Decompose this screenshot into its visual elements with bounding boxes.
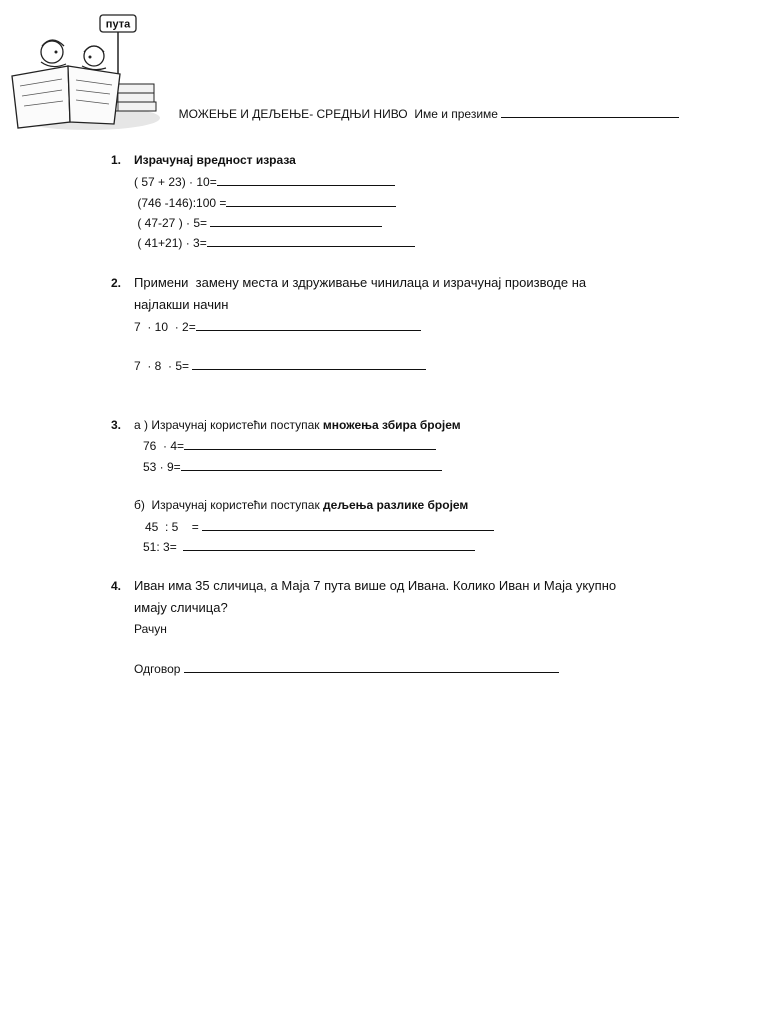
reading-kids-illustration <box>8 10 164 134</box>
q2-item-1: 7 · 10 · 2= <box>134 319 421 334</box>
q2-answer-line-1[interactable] <box>196 319 421 331</box>
q4-answer: Одговор <box>134 661 559 676</box>
q1-item-3: ( 47-27 ) · 5= <box>134 215 382 230</box>
q4-calc-label: Рачун <box>134 622 167 636</box>
q1-answer-line-4[interactable] <box>207 235 415 247</box>
q3b-item-1: 45 : 5 = <box>145 519 494 534</box>
q2-number: 2. <box>111 276 122 290</box>
q3-number: 3. <box>111 418 122 432</box>
q3b-answer-line-2[interactable] <box>183 539 475 551</box>
name-answer-line[interactable] <box>501 106 679 118</box>
worksheet-title-text: МОЖЕЊЕ И ДЕЉЕЊЕ- СРЕДЊИ НИВО <box>178 107 408 121</box>
q2-answer-line-2[interactable] <box>192 358 426 370</box>
q2-item-2: 7 · 8 · 5= <box>134 358 426 373</box>
sign-label: пута <box>105 18 131 31</box>
q1-answer-line-1[interactable] <box>217 174 395 186</box>
q3a-bold-phrase: множења збира бројем <box>322 418 461 432</box>
q1-item-4: ( 41+21) · 3= <box>134 235 415 250</box>
q3a-item-1: 76 · 4= <box>143 438 436 453</box>
q4-number: 4. <box>111 579 122 593</box>
q1-item-1: ( 57 + 23) · 10= <box>134 174 395 189</box>
q3b-item-2: 51: 3= <box>143 539 475 554</box>
q3b-instruction: б) Израчунај користећи поступак дељења разлике бројем <box>134 498 469 512</box>
q3b-bold-phrase: дељења разлике бројем <box>323 498 469 512</box>
q1-item-2: (746 -146):100 = <box>134 195 396 210</box>
q1-answer-line-2[interactable] <box>226 195 396 207</box>
q4-text-line1: Иван има 35 сличица, а Маја 7 пута више од Ивана. Колико Иван и Маја укупно <box>134 578 617 593</box>
q1-instruction: Израчунај вредност израза <box>134 153 296 167</box>
q4-answer-line[interactable] <box>184 661 559 673</box>
q3b-answer-line-1[interactable] <box>202 519 494 531</box>
q1-answer-line-3[interactable] <box>210 215 382 227</box>
q3a-instruction: а ) Израчунај користећи поступак множења збира бројем <box>134 418 461 432</box>
worksheet-title <box>172 92 679 121</box>
q2-instruction-line2: најлакши начин <box>134 297 229 312</box>
q2-instruction-line1: Примени замену места и здруживање чинилаца и израчунај производе на <box>134 275 587 290</box>
q3a-answer-line-1[interactable] <box>184 438 436 450</box>
q1-number: 1. <box>111 153 122 167</box>
q4-text-line2: имају сличица? <box>134 600 228 615</box>
name-label: Име и презиме <box>414 107 498 121</box>
q3a-item-2: 53 · 9= <box>143 459 442 474</box>
q3a-answer-line-2[interactable] <box>181 459 442 471</box>
